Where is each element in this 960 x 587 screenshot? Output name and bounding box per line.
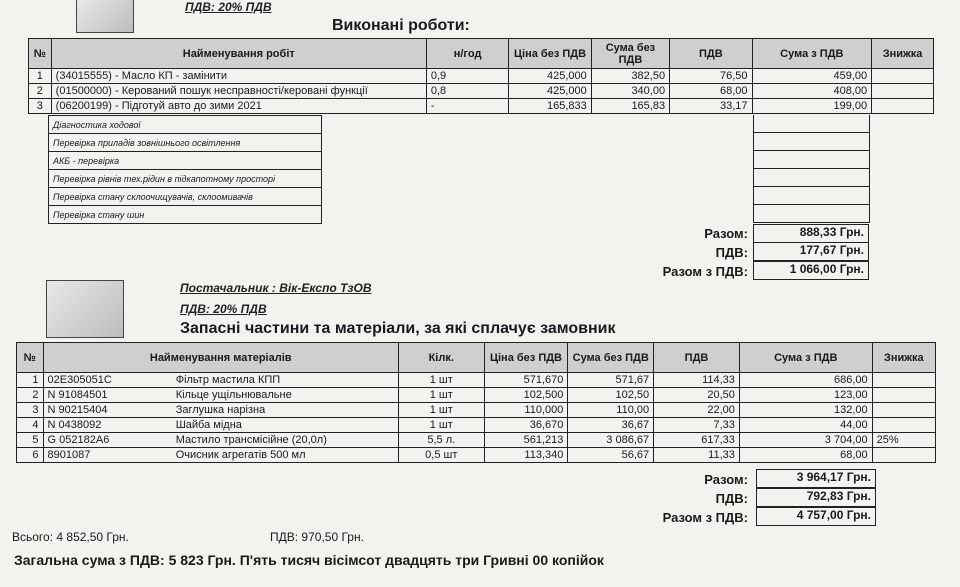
supplier-label: Постачальник : Вік-Експо ТзОВ <box>180 281 372 295</box>
part-vat: 20,50 <box>654 388 740 403</box>
work-name: (01500000) - Керований пошук несправності/керовані функції <box>51 84 426 99</box>
parts-total-value: 4 757,00 Грн. <box>756 507 876 526</box>
parts-table <box>16 342 936 463</box>
work-name: (34015555) - Масло КП - замінити <box>51 69 426 84</box>
part-name: Кільце ущільнювальне <box>172 388 399 403</box>
work-total: 408,00 <box>752 84 872 99</box>
part-name: Шайба мідна <box>172 418 399 433</box>
footer-vat-amount: ПДВ: 970,50 Грн. <box>270 530 364 544</box>
part-sum: 571,67 <box>568 373 654 388</box>
works-header-cell: Ціна без ПДВ <box>509 39 591 69</box>
part-vat: 11,33 <box>654 448 740 463</box>
part-code: N 0438092 <box>43 418 172 433</box>
works-total-column-grid <box>753 115 870 223</box>
part-name: Заглушка нарізна <box>172 403 399 418</box>
row-number: 2 <box>29 84 52 99</box>
work-total: 459,00 <box>752 69 872 84</box>
works-header-cell: № <box>29 39 52 69</box>
part-qty: 5,5 л. <box>398 433 484 448</box>
tool-image <box>76 0 134 33</box>
part-qty: 1 шт <box>398 388 484 403</box>
work-name: (06200199) - Підготуй авто до зими 2021 <box>51 99 426 114</box>
part-price: 36,670 <box>484 418 568 433</box>
subitem-label: Діагностика ходової <box>49 116 322 134</box>
subitem-label: Перевірка стану склоочищувачів, склоомивачів <box>49 188 322 206</box>
part-vat: 7,33 <box>654 418 740 433</box>
table-row <box>29 84 934 99</box>
parts-header-cell: Ціна без ПДВ <box>484 343 568 373</box>
part-code: G 052182A6 <box>43 433 172 448</box>
subitem-label: Перевірка приладів зовнішнього освітлення <box>49 134 322 152</box>
part-sum: 36,67 <box>568 418 654 433</box>
part-name: Мастило трансмісійне (20,0л) <box>172 433 399 448</box>
part-price: 113,340 <box>484 448 568 463</box>
work-price: 425,000 <box>509 84 591 99</box>
work-vat: 68,00 <box>670 84 752 99</box>
list-item <box>49 188 322 206</box>
part-price: 571,670 <box>484 373 568 388</box>
table-row <box>17 433 936 448</box>
work-hours: 0,9 <box>426 69 508 84</box>
table-row <box>17 448 936 463</box>
parts-vat-value: 792,83 Грн. <box>756 488 876 507</box>
table-row <box>29 69 934 84</box>
work-sum: 382,50 <box>591 69 669 84</box>
work-sum: 165,83 <box>591 99 669 114</box>
works-total-label: Разом з ПДВ: <box>662 264 748 279</box>
part-name: Очисник агрегатів 500 мл <box>172 448 399 463</box>
work-total: 199,00 <box>752 99 872 114</box>
part-discount <box>872 418 935 433</box>
parts-header-cell: Кілк. <box>398 343 484 373</box>
parts-sum-value: 3 964,17 Грн. <box>756 469 876 488</box>
part-vat: 617,33 <box>654 433 740 448</box>
parts-header-cell: Найменування матеріалів <box>43 343 398 373</box>
part-discount <box>872 388 935 403</box>
part-total: 132,00 <box>739 403 872 418</box>
works-title: Виконані роботи: <box>332 17 470 34</box>
footer-all-amount: Всього: 4 852,50 Грн. <box>12 530 129 544</box>
work-sum: 340,00 <box>591 84 669 99</box>
part-discount <box>872 403 935 418</box>
row-number: 3 <box>29 99 52 114</box>
footer-grand-total: Загальна сума з ПДВ: 5 823 Грн. П'ять тисяч вісімсот двадцять три Гривні 00 копійок <box>14 552 604 568</box>
row-number: 6 <box>17 448 44 463</box>
work-hours: - <box>426 99 508 114</box>
parts-header-cell: ПДВ <box>654 343 740 373</box>
part-total: 68,00 <box>739 448 872 463</box>
works-vat-label: ПДВ: 20% ПДВ <box>185 0 272 14</box>
subitem-label: Перевірка рівнів тех.рідин в підкапотному просторі <box>49 170 322 188</box>
works-header-cell: ПДВ <box>670 39 752 69</box>
part-sum: 110,00 <box>568 403 654 418</box>
table-row <box>17 388 936 403</box>
works-table <box>28 38 934 114</box>
table-row <box>17 373 936 388</box>
works-header-cell: Знижка <box>872 39 934 69</box>
works-sum-value: 888,33 Грн. <box>753 224 869 243</box>
list-item <box>49 116 322 134</box>
row-number: 1 <box>17 373 44 388</box>
works-header-cell: Сума з ПДВ <box>752 39 872 69</box>
part-qty: 0,5 шт <box>398 448 484 463</box>
parts-total-label: Разом з ПДВ: <box>662 510 748 525</box>
part-qty: 1 шт <box>398 403 484 418</box>
part-price: 561,213 <box>484 433 568 448</box>
part-code: 8901087 <box>43 448 172 463</box>
work-discount <box>872 69 934 84</box>
part-discount <box>872 448 935 463</box>
works-subitems <box>48 115 322 224</box>
parts-header-cell: Сума без ПДВ <box>568 343 654 373</box>
part-code: 02E305051C <box>43 373 172 388</box>
part-qty: 1 шт <box>398 373 484 388</box>
parts-header-cell: № <box>17 343 44 373</box>
part-sum: 56,67 <box>568 448 654 463</box>
part-code: N 91084501 <box>43 388 172 403</box>
part-discount: 25% <box>872 433 935 448</box>
part-total: 123,00 <box>739 388 872 403</box>
part-sum: 102,50 <box>568 388 654 403</box>
part-discount <box>872 373 935 388</box>
work-price: 165,833 <box>509 99 591 114</box>
part-vat: 114,33 <box>654 373 740 388</box>
part-code: N 90215404 <box>43 403 172 418</box>
works-sum-label: Разом: <box>704 226 748 241</box>
parts-header-cell: Знижка <box>872 343 935 373</box>
part-total: 44,00 <box>739 418 872 433</box>
work-hours: 0,8 <box>426 84 508 99</box>
work-vat: 33,17 <box>670 99 752 114</box>
works-header-cell: Сума без ПДВ <box>591 39 669 69</box>
works-total-value: 1 066,00 Грн. <box>753 261 869 280</box>
list-item <box>49 134 322 152</box>
parts-title: Запасні частини та матеріали, за які сплачує замовник <box>180 320 616 337</box>
row-number: 2 <box>17 388 44 403</box>
part-vat: 22,00 <box>654 403 740 418</box>
row-number: 1 <box>29 69 52 84</box>
list-item <box>49 206 322 224</box>
works-header-cell: н/год <box>426 39 508 69</box>
row-number: 3 <box>17 403 44 418</box>
works-header-cell: Найменування робіт <box>51 39 426 69</box>
parts-vat-label: ПДВ: <box>715 491 748 506</box>
part-price: 110,000 <box>484 403 568 418</box>
work-discount <box>872 84 934 99</box>
list-item <box>49 152 322 170</box>
parts-sum-label: Разом: <box>704 472 748 487</box>
part-total: 3 704,00 <box>739 433 872 448</box>
works-vat-value: 177,67 Грн. <box>753 242 869 261</box>
part-price: 102,500 <box>484 388 568 403</box>
list-item <box>49 170 322 188</box>
part-name: Фільтр мастила КПП <box>172 373 399 388</box>
table-row <box>29 99 934 114</box>
table-row <box>17 418 936 433</box>
parts-image <box>46 280 124 338</box>
subitem-label: Перевірка стану шин <box>49 206 322 224</box>
works-vat-label: ПДВ: <box>715 245 748 260</box>
row-number: 5 <box>17 433 44 448</box>
work-vat: 76,50 <box>670 69 752 84</box>
part-qty: 1 шт <box>398 418 484 433</box>
parts-vat-label: ПДВ: 20% ПДВ <box>180 302 267 316</box>
work-price: 425,000 <box>509 69 591 84</box>
subitem-label: АКБ - перевірка <box>49 152 322 170</box>
row-number: 4 <box>17 418 44 433</box>
part-total: 686,00 <box>739 373 872 388</box>
part-sum: 3 086,67 <box>568 433 654 448</box>
table-row <box>17 403 936 418</box>
parts-header-cell: Сума з ПДВ <box>739 343 872 373</box>
work-discount <box>872 99 934 114</box>
